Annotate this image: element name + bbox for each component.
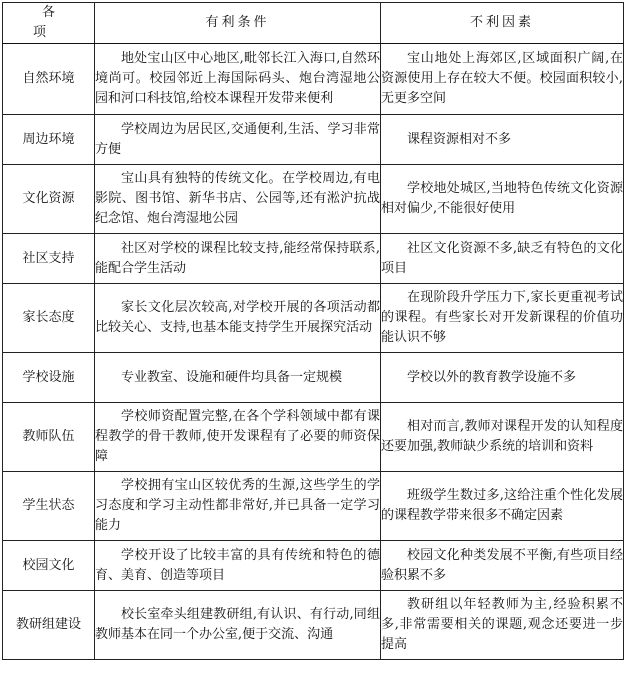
header-favorable-label: 有利条件 <box>205 15 270 30</box>
row-favorable: 学校师资配置完整,在各个学科领域中都有课程教学的骨干教师,使开发课程有了必要的师资保障 <box>95 403 381 472</box>
row-favorable: 家长文化层次较高,对学校开展的各项活动都比较关心、支持,也基本能支持学生开展探究活动 <box>95 284 381 353</box>
header-unfavorable <box>381 3 624 44</box>
row-unfavorable: 教研组以年轻教师为主,经验积累不多,非常需要相关的课题,观念还要进一步提高 <box>381 591 624 660</box>
row-unfavorable: 课程资源相对不多 <box>381 115 624 165</box>
row-unfavorable: 校园文化种类发展不平衡,有些项目经验积累不多 <box>381 541 624 591</box>
header-unfavorable-label: 不利因素 <box>469 15 534 30</box>
row-category: 家长态度 <box>3 284 95 353</box>
row-favorable: 学校开设了比较丰富的具有传统和特色的德育、美育、创造等项目 <box>95 541 381 591</box>
table-row <box>3 165 624 234</box>
conditions-table <box>2 2 624 660</box>
table-row <box>3 234 624 284</box>
table-header-row <box>3 3 624 44</box>
table-row <box>3 284 624 353</box>
row-unfavorable: 学校以外的教育教学设施不多 <box>381 353 624 403</box>
row-category: 文化资源 <box>3 165 95 234</box>
row-favorable: 地处宝山区中心地区,毗邻长江入海口,自然环境尚可。校园邻近上海国际码头、炮台湾湿地公园和河口科技馆,给校本课程开发带来便利 <box>95 44 381 115</box>
row-unfavorable: 相对而言,教师对课程开发的认知程度还要加强,教师缺少系统的培训和资料 <box>381 403 624 472</box>
header-favorable <box>95 3 381 44</box>
row-favorable: 学校周边为居民区,交通便利,生活、学习非常方便 <box>95 115 381 165</box>
row-unfavorable: 在现阶段升学压力下,家长更重视考试的课程。有些家长对开发新课程的价值功能认识不够 <box>381 284 624 353</box>
row-favorable: 专业教室、设施和硬件均具备一定规模 <box>95 353 381 403</box>
row-category: 社区支持 <box>3 234 95 284</box>
row-unfavorable: 学校地处城区,当地特色传统文化资源相对偏少,不能很好使用 <box>381 165 624 234</box>
table-row <box>3 472 624 541</box>
row-unfavorable: 班级学生数过多,这给注重个性化发展的课程教学带来很多不确定因素 <box>381 472 624 541</box>
table-row <box>3 44 624 115</box>
row-category: 周边环境 <box>3 115 95 165</box>
table-row <box>3 115 624 165</box>
row-category: 自然环境 <box>3 44 95 115</box>
row-unfavorable: 宝山地处上海郊区,区域面积广阔,在资源使用上存在较大不便。校园面积较小,无更多空间 <box>381 44 624 115</box>
row-category: 教师队伍 <box>3 403 95 472</box>
row-favorable: 宝山具有独特的传统文化。在学校周边,有电影院、图书馆、新华书店、公园等,还有淞沪抗战纪念馆、炮台湾湿地公园 <box>95 165 381 234</box>
header-category <box>3 3 95 44</box>
row-favorable: 学校拥有宝山区较优秀的生源,这些学生的学习态度和学习主动性都非常好,并已具备一定学习能力 <box>95 472 381 541</box>
row-category: 学生状态 <box>3 472 95 541</box>
row-favorable: 社区对学校的课程比较支持,能经常保持联系,能配合学生活动 <box>95 234 381 284</box>
row-favorable: 校长室牵头组建教研组,有认识、有行动,同组教师基本在同一个办公室,便于交流、沟通 <box>95 591 381 660</box>
row-category: 学校设施 <box>3 353 95 403</box>
table-row <box>3 591 624 660</box>
table-row <box>3 403 624 472</box>
table-row <box>3 353 624 403</box>
row-unfavorable: 社区文化资源不多,缺乏有特色的文化项目 <box>381 234 624 284</box>
row-category: 校园文化 <box>3 541 95 591</box>
table-row <box>3 541 624 591</box>
row-category: 教研组建设 <box>3 591 95 660</box>
header-category-label: 各 项 <box>32 5 73 40</box>
